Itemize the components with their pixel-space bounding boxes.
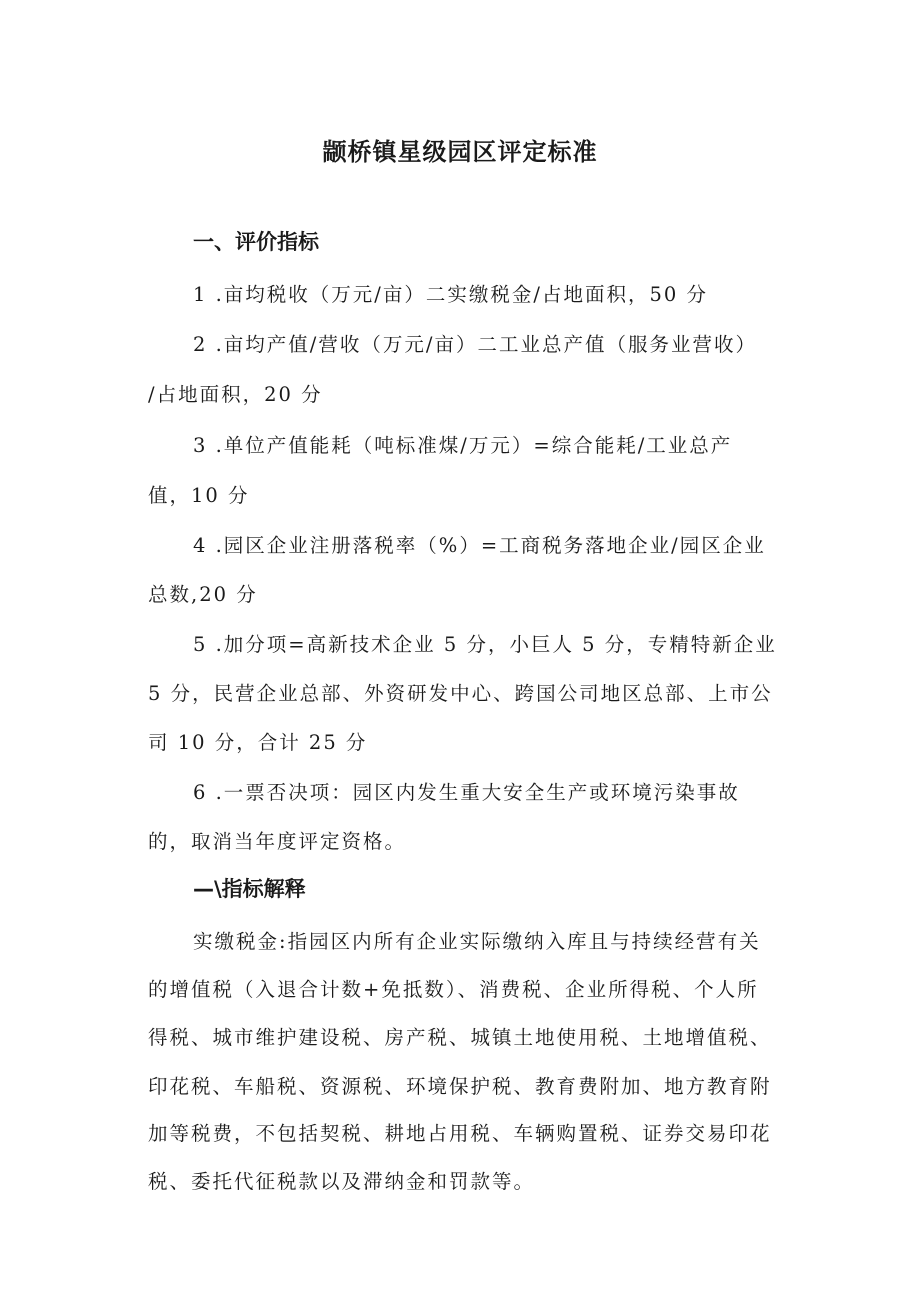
indicator-5-continuation: 司 10 分，合计 25 分 bbox=[148, 731, 368, 754]
section-heading-indicator-explanation: —\指标解释 bbox=[193, 877, 306, 901]
indicator-4-continuation: 总数,20 分 bbox=[148, 583, 258, 606]
indicator-5-continuation: 5 分，民营企业总部、外资研发中心、跨国公司地区总部、上市公 bbox=[148, 682, 773, 705]
indicator-4-line: 4 .园区企业注册落税率（%）=工商税务落地企业/园区企业 bbox=[193, 534, 766, 557]
explanation-line: 实缴税金:指园区内所有企业实际缴纳入库且与持续经营有关 bbox=[193, 930, 761, 953]
explanation-line: 的增值税（入退合计数+免抵数）、消费税、企业所得税、个人所 bbox=[148, 978, 759, 1001]
indicator-5-line: 5 .加分项=高新技术企业 5 分，小巨人 5 分，专精特新企业 bbox=[193, 633, 777, 656]
section-heading-evaluation-indicators: 一、评价指标 bbox=[193, 230, 319, 254]
indicator-6-continuation: 的，取消当年度评定资格。 bbox=[148, 830, 407, 853]
indicator-3-line: 3 .单位产值能耗（吨标准煤/万元）=综合能耗/工业总产 bbox=[193, 434, 733, 457]
explanation-line: 税、委托代征税款以及滞纳金和罚款等。 bbox=[148, 1170, 536, 1193]
indicator-3-continuation: 值，10 分 bbox=[148, 484, 250, 507]
indicator-2-line: 2 .亩均产值/营收（万元/亩）二工业总产值（服务业营收） bbox=[193, 333, 757, 356]
explanation-line: 得税、城市维护建设税、房产税、城镇土地使用税、土地增值税、 bbox=[148, 1026, 772, 1049]
document-title: 颛桥镇星级园区评定标准 bbox=[322, 138, 598, 166]
explanation-line: 印花税、车船税、资源税、环境保护税、教育费附加、地方教育附 bbox=[148, 1075, 772, 1098]
indicator-1-line: 1 .亩均税收（万元/亩）二实缴税金/占地面积，50 分 bbox=[193, 283, 708, 306]
explanation-line: 加等税费，不包括契税、耕地占用税、车辆购置税、证券交易印花 bbox=[148, 1122, 772, 1145]
indicator-2-continuation: /占地面积，20 分 bbox=[148, 383, 323, 406]
indicator-6-line: 6 .一票否决项：园区内发生重大安全生产或环境污染事故 bbox=[193, 781, 740, 804]
